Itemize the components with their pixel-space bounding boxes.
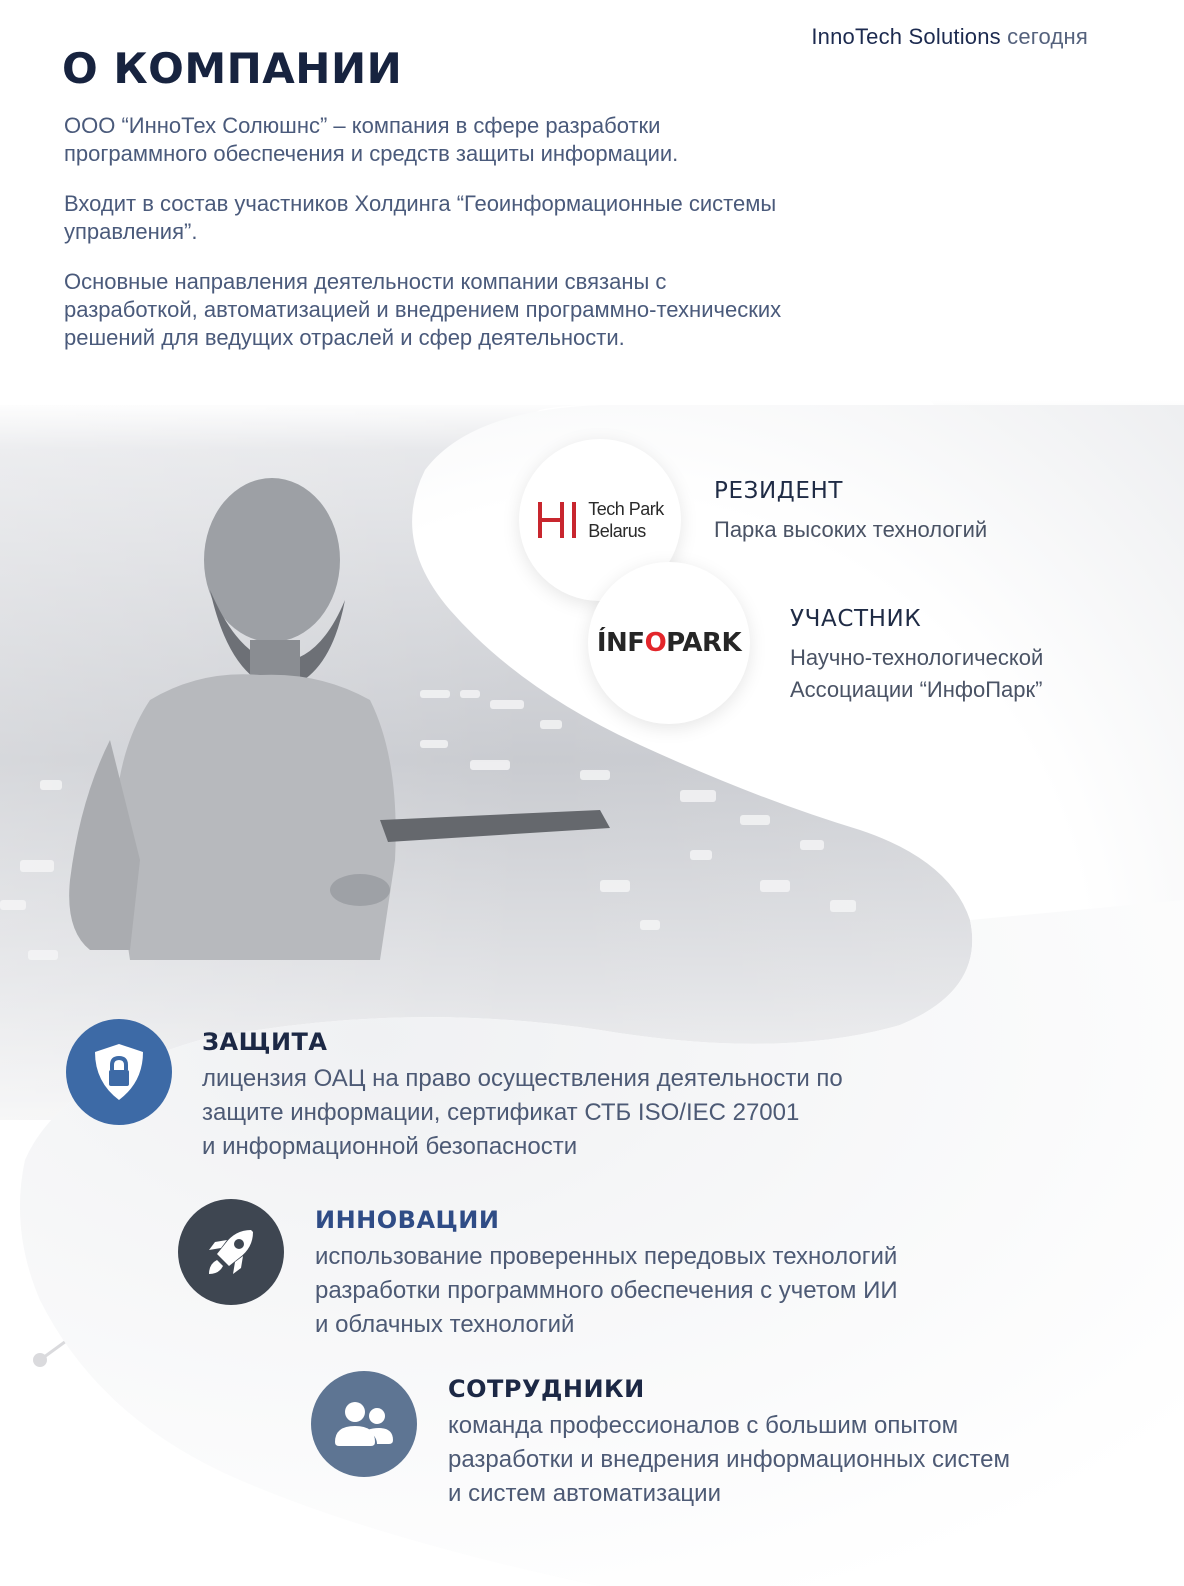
membership-resident	[714, 478, 987, 546]
infopark-logo	[588, 562, 750, 724]
intro-paragraph: ООО “ИнноТех Солюшнс” – компания в сфере разработки программного обеспечения и средств защиты информации.	[64, 113, 679, 166]
feature-innovation	[315, 1206, 898, 1342]
hi-mark-icon	[536, 498, 582, 542]
intro-section	[64, 112, 784, 374]
infopark-wordmark: ÍNFOPARK	[596, 628, 742, 658]
feature-employees	[448, 1375, 1010, 1511]
feature-title: ЗАЩИТА	[202, 1028, 328, 1056]
feature-title: ИННОВАЦИИ	[315, 1206, 500, 1234]
membership-description: Научно-технологической Ассоциации “ИнфоПарк”	[790, 645, 1044, 702]
intro-paragraph: Основные направления деятельности компании связаны с разработкой, автоматизацией и внедрением программно-технических решений для ведущих отраслей и сфер деятельности.	[64, 269, 782, 350]
feature-description: лицензия ОАЦ на право осуществления деятельности по защите информации, сертификат СТБ ISO/IEC 27001 и информационной безопасности	[202, 1065, 843, 1160]
tech-park-wordmark: Tech Park Belarus	[588, 499, 664, 541]
shield-lock-icon	[66, 1019, 172, 1125]
feature-title: СОТРУДНИКИ	[448, 1375, 645, 1403]
users-icon	[311, 1371, 417, 1477]
page-title: О КОМПАНИИ	[62, 44, 403, 93]
intro-paragraph: Входит в состав участников Холдинга “Геоинформационные системы управления”.	[64, 191, 777, 244]
brand-suffix: сегодня	[1007, 24, 1088, 49]
brand-name: InnoTech Solutions	[811, 24, 1001, 49]
membership-title: УЧАСТНИК	[790, 606, 922, 632]
membership-title: РЕЗИДЕНТ	[714, 478, 843, 504]
feature-protection	[202, 1028, 843, 1164]
rocket-icon	[178, 1199, 284, 1305]
membership-description: Парка высоких технологий	[714, 517, 988, 542]
membership-participant	[790, 606, 1043, 706]
feature-description: команда профессионалов с большим опытом разработки и внедрения информационных систем и систем автоматизации	[448, 1412, 1011, 1507]
feature-description: использование проверенных передовых технологий разработки программного обеспечения с учетом ИИ и облачных технологий	[315, 1243, 898, 1338]
brand-header	[811, 24, 1088, 50]
